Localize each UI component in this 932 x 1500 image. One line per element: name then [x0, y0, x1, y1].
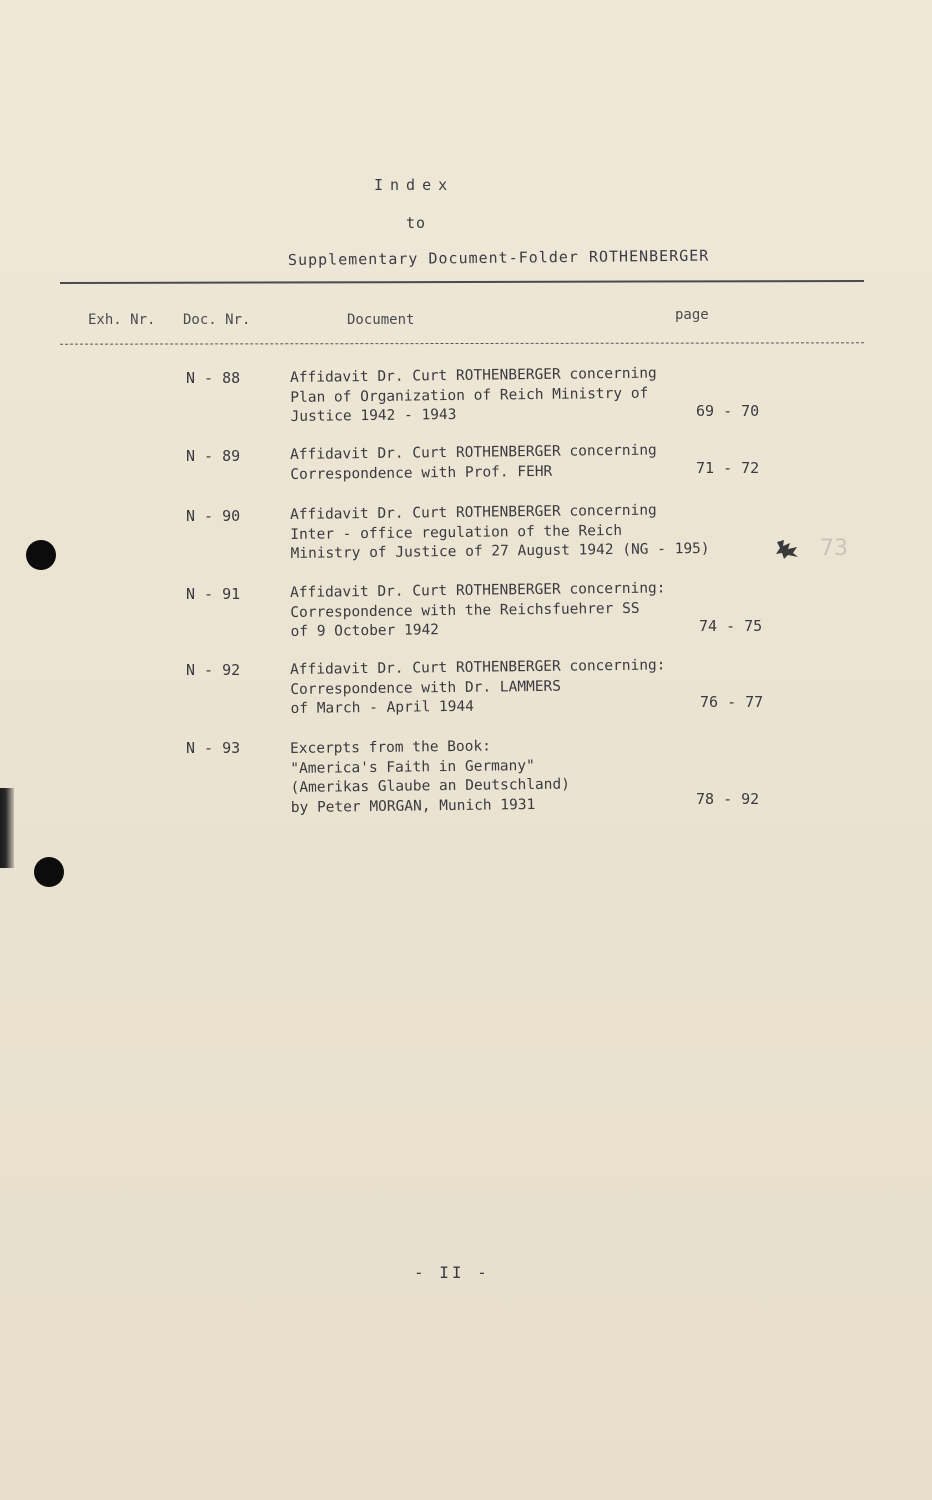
page-footer-number: - II -	[414, 1263, 490, 1282]
page-range: 76 - 77	[700, 693, 764, 711]
page-range: 74 - 75	[699, 617, 763, 635]
description-line: Inter - office regulation of the Reich	[290, 522, 623, 543]
description-line: Correspondence with Dr. LAMMERS	[290, 678, 562, 698]
description-line: of 9 October 1942	[290, 622, 440, 640]
page-range: 69 - 70	[696, 402, 760, 420]
top-rule	[60, 280, 864, 284]
folder-title: Supplementary Document-Folder ROTHENBERGER	[287, 246, 710, 269]
description-line: Correspondence with the Reichsfuehrer SS	[290, 600, 640, 621]
description-line: Correspondence with Prof. FEHR	[290, 463, 553, 483]
index-subheading-to: to	[406, 214, 427, 232]
doc-number: N - 90	[186, 507, 241, 525]
description-line: of March - April 1944	[290, 698, 474, 717]
entry-description	[290, 501, 731, 565]
description-line: Affidavit Dr. Curt ROTHENBERGER concerning:	[290, 657, 666, 678]
doc-number: N - 88	[186, 369, 241, 387]
description-line: Affidavit Dr. Curt ROTHENBERGER concerning	[290, 502, 657, 523]
index-heading: Index	[374, 176, 455, 194]
doc-number: N - 92	[186, 661, 241, 679]
header-rule	[60, 342, 864, 344]
page-range: 71 - 72	[696, 459, 760, 477]
entry-description	[290, 579, 731, 643]
column-header-exh-nr: Exh. Nr.	[88, 312, 156, 328]
doc-number: N - 89	[186, 447, 241, 465]
description-line: Affidavit Dr. Curt ROTHENBERGER concerning:	[290, 580, 666, 601]
description-line: by Peter MORGAN, Munich 1931	[290, 796, 536, 816]
description-line: "America's Faith in Germany"	[290, 757, 535, 777]
description-line: Excerpts from the Book:	[290, 738, 491, 757]
binding-edge-mark	[0, 788, 14, 868]
doc-number: N - 93	[186, 739, 241, 757]
page-range: 78 - 92	[696, 790, 760, 808]
punch-hole-bottom	[34, 857, 64, 887]
punch-hole-top	[26, 540, 56, 570]
description-line: Plan of Organization of Reich Ministry of	[290, 385, 649, 406]
handwritten-page-number: 73	[820, 536, 848, 561]
entry-description	[290, 441, 730, 485]
column-header-doc-nr: Doc. Nr.	[183, 312, 251, 328]
description-line: (Amerikas Glaube an Deutschland)	[290, 776, 571, 796]
description-line: Affidavit Dr. Curt ROTHENBERGER concerning	[290, 365, 657, 386]
description-line: Justice 1942 - 1943	[290, 406, 457, 425]
ink-stamp-mark	[774, 538, 800, 560]
column-header-page: page	[675, 307, 709, 323]
description-line: Ministry of Justice of 27 August 1942 (NG - 195)	[290, 540, 710, 562]
description-line: Affidavit Dr. Curt ROTHENBERGER concerning	[290, 442, 657, 463]
entry-description	[290, 364, 731, 428]
column-header-document: Document	[347, 312, 415, 328]
entry-description	[290, 735, 731, 818]
doc-number: N - 91	[186, 585, 241, 603]
entry-description	[290, 656, 731, 720]
